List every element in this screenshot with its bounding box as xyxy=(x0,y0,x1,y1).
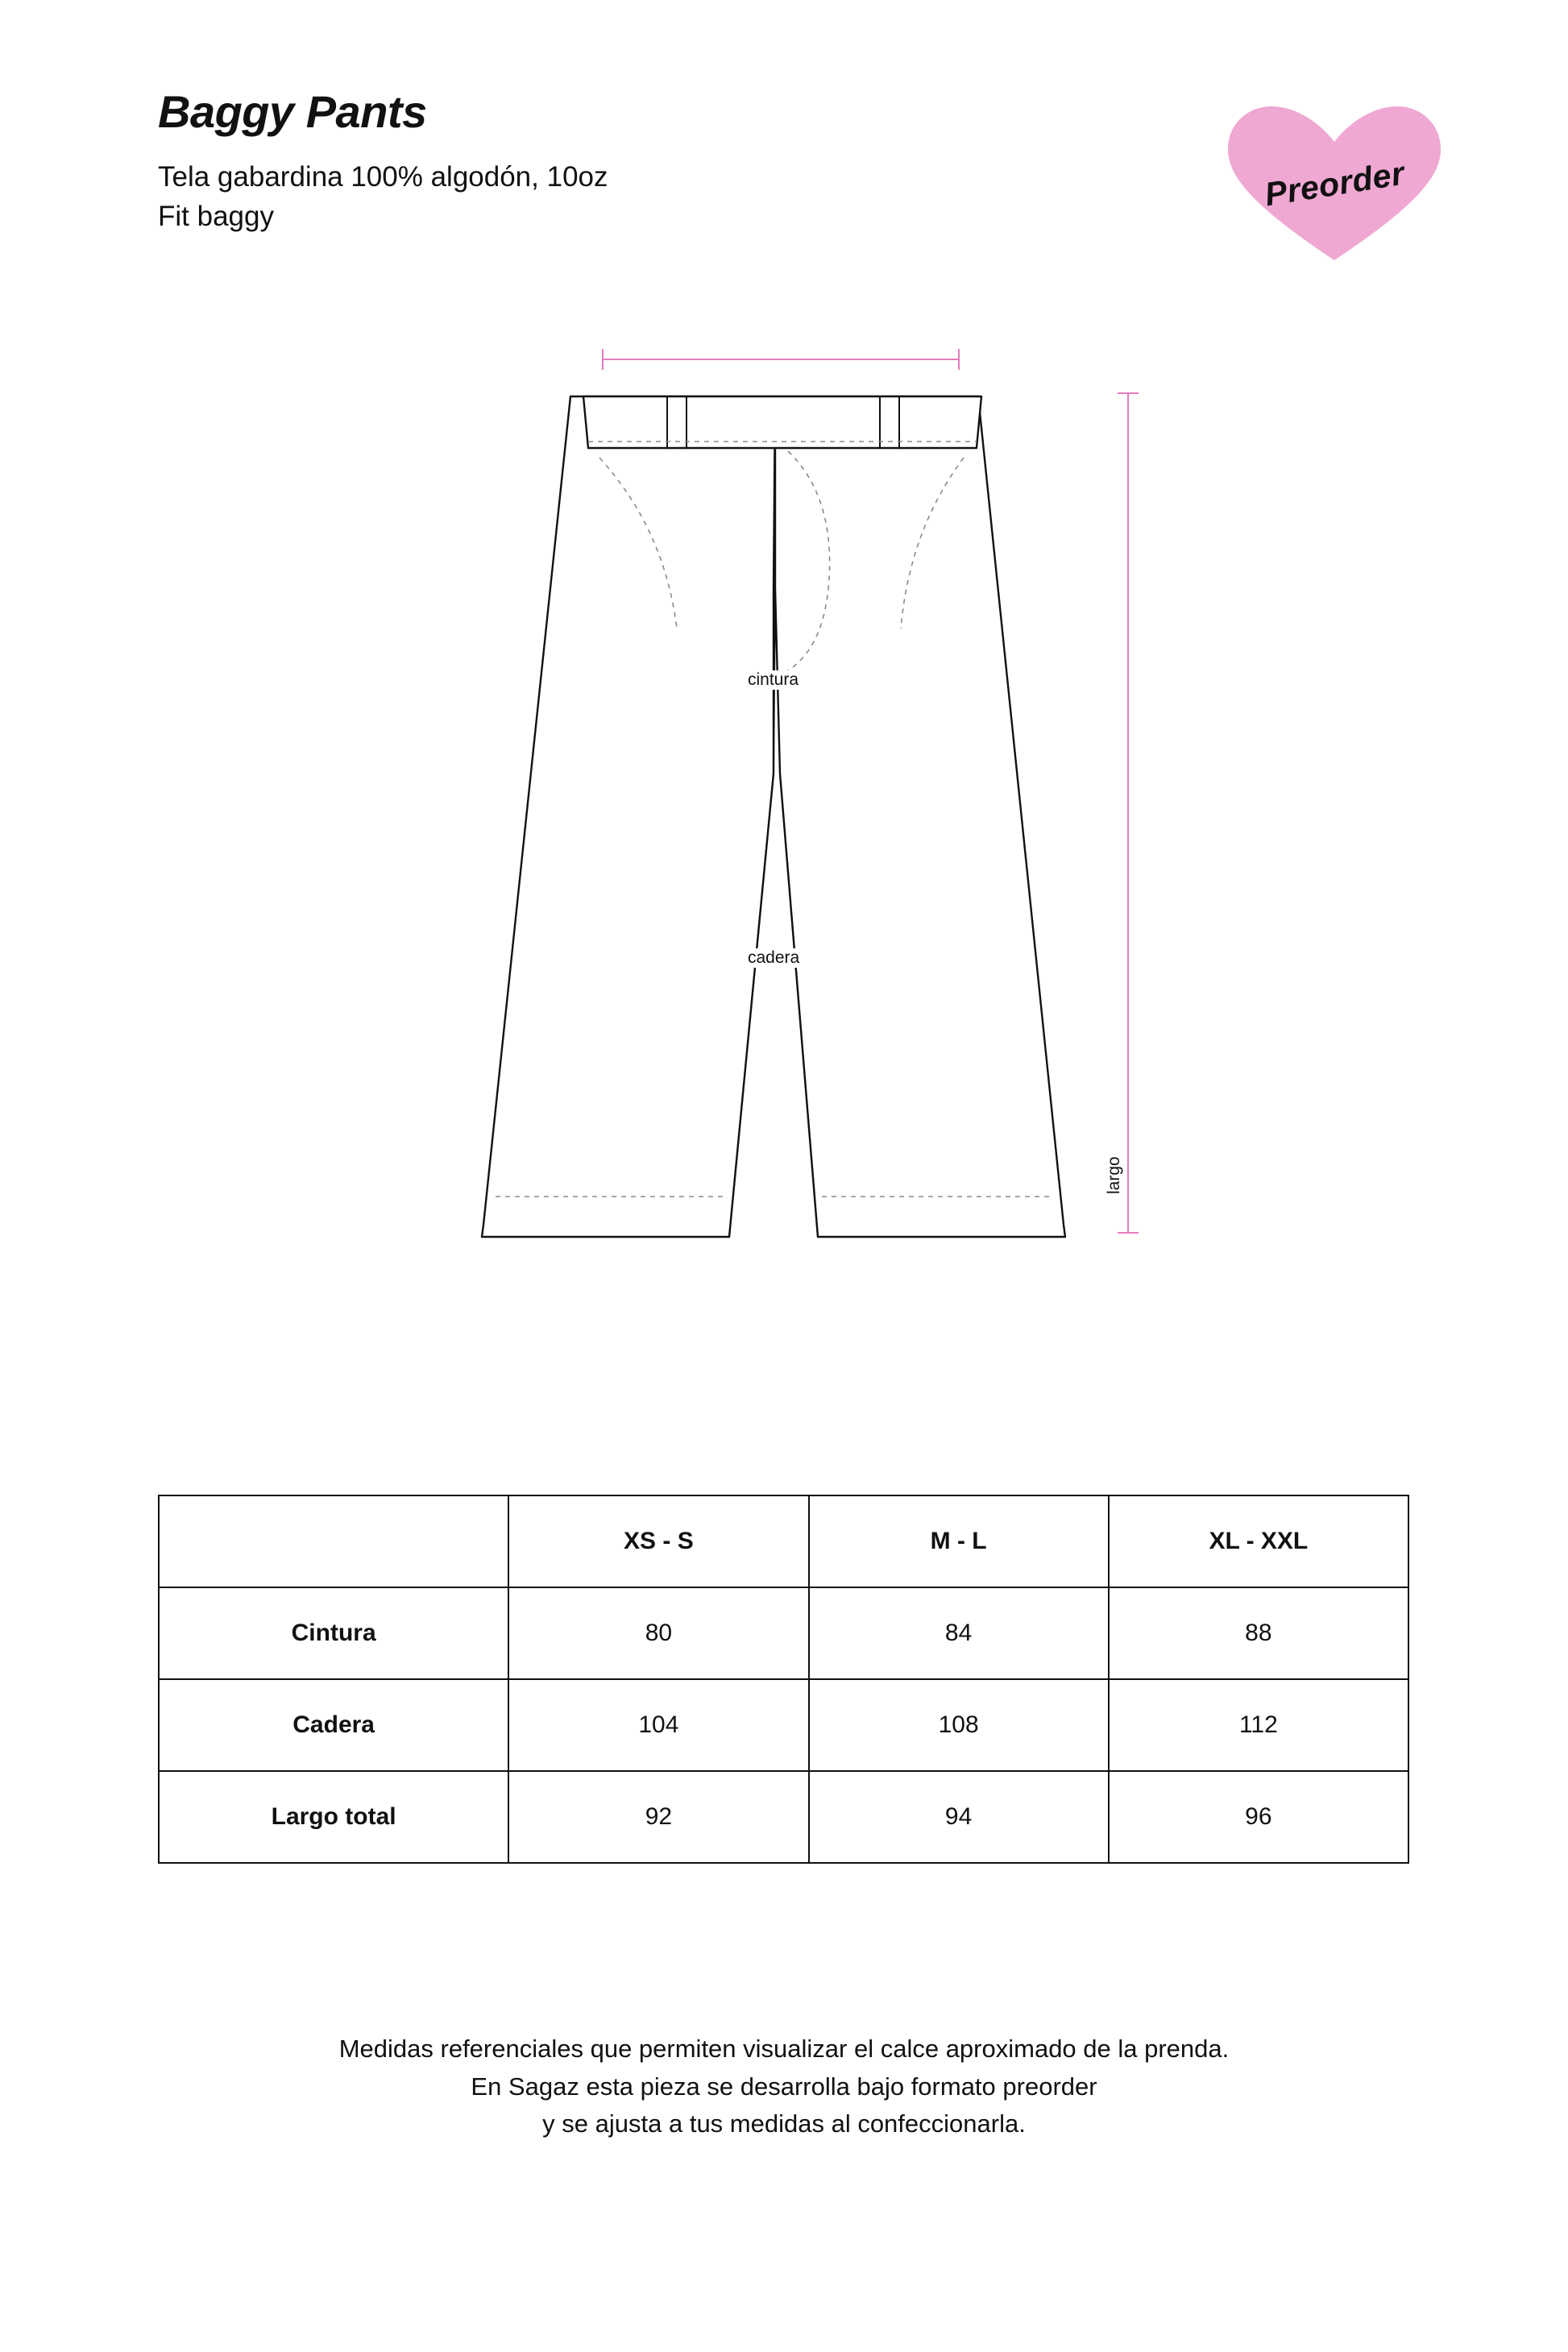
size-table-wrapper xyxy=(158,1495,1409,1864)
pants-illustration xyxy=(0,322,1568,1434)
table-row-label-2: Largo total xyxy=(159,1771,508,1863)
table-corner-cell xyxy=(159,1495,508,1587)
table-cell-1-1: 108 xyxy=(809,1679,1109,1771)
table-cell-0-2: 88 xyxy=(1109,1587,1408,1679)
footer-line-1: Medidas referenciales que permiten visualizar el calce aproximado de la prenda. xyxy=(338,2035,1230,2063)
table-row xyxy=(159,1771,1408,1863)
table-column-header-1: M - L xyxy=(809,1495,1109,1587)
preorder-badge xyxy=(1213,95,1455,272)
pants-outline xyxy=(482,396,1065,1237)
preorder-label: Preorder xyxy=(1261,154,1407,213)
table-cell-1-0: 104 xyxy=(508,1679,808,1771)
table-row xyxy=(159,1679,1408,1771)
technical-drawing xyxy=(0,322,1568,1434)
table-cell-1-2: 112 xyxy=(1109,1679,1408,1771)
table-cell-2-1: 94 xyxy=(809,1771,1109,1863)
preorder-badge-text xyxy=(1213,95,1455,272)
page-title: Baggy Pants xyxy=(158,86,427,137)
fabric-line-1: Tela gabardina 100% algodón, 10oz xyxy=(158,160,608,193)
table-cell-0-0: 80 xyxy=(508,1587,808,1679)
table-cell-2-0: 92 xyxy=(508,1771,808,1863)
table-row-label-1: Cadera xyxy=(159,1679,508,1771)
table-cell-0-1: 84 xyxy=(809,1587,1109,1679)
table-cell-2-2: 96 xyxy=(1109,1771,1408,1863)
table-row-label-0: Cintura xyxy=(159,1587,508,1679)
measure-label-cadera: cadera xyxy=(741,948,806,968)
table-column-header-2: XL - XXL xyxy=(1109,1495,1408,1587)
table-row xyxy=(159,1587,1408,1679)
footer-line-2: En Sagaz esta pieza se desarrolla bajo formato preorder xyxy=(471,2072,1097,2101)
measure-label-cintura: cintura xyxy=(741,670,805,690)
footer-line-3: y se ajusta a tus medidas al confeccionarla. xyxy=(542,2109,1026,2138)
measure-label-largo: largo xyxy=(1101,1150,1127,1201)
footer-note xyxy=(0,2031,1568,2143)
fit-line: Fit baggy xyxy=(158,201,274,233)
size-table xyxy=(158,1495,1409,1864)
table-header-row xyxy=(159,1495,1408,1587)
table-column-header-0: XS - S xyxy=(508,1495,808,1587)
